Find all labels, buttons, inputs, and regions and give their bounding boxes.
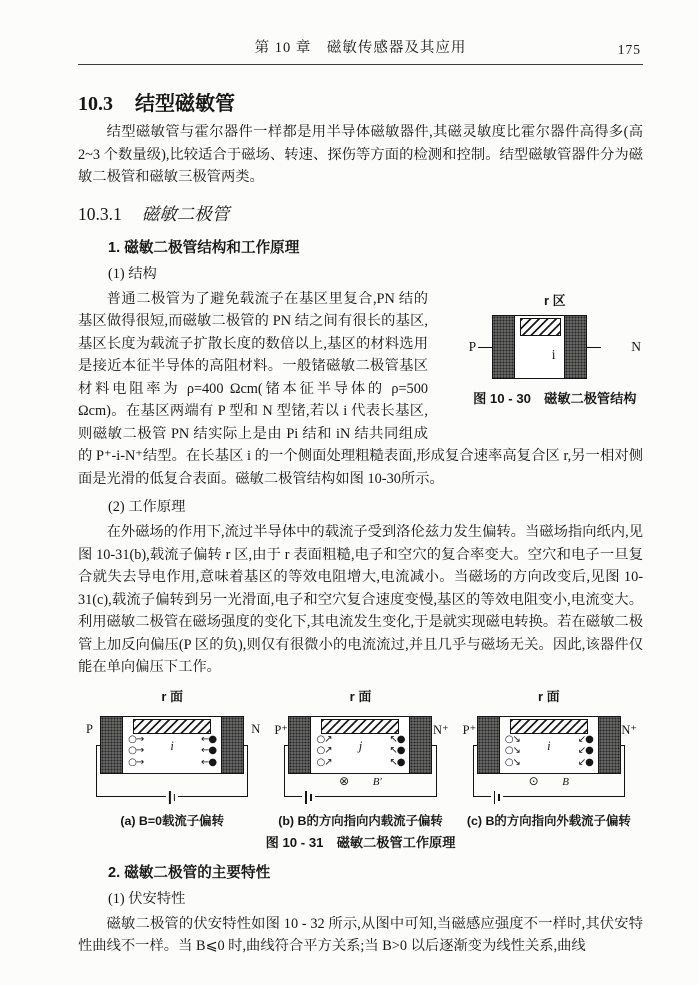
current-label: i <box>170 738 174 753</box>
hole-carrier-glyph: ○↘ <box>504 733 520 745</box>
electron-carrier-glyphs <box>578 734 593 769</box>
n-terminal-label: N <box>631 338 641 354</box>
diode-body <box>492 315 587 379</box>
electron-carrier-glyph: ↖● <box>389 733 405 745</box>
structure-paragraph: 普通二极管为了避免载流子在基区里复合,PN 结的基区做得很短,而磁敏二极管的 PN 结之间有很长的基区,基区长度为载流子扩散长度的数倍以上,基区的材料选用是接近本征半导体的高阻材料。一般锗磁敏二极管基区材料电阻率为 ρ=400 Ωcm(锗本征半导体的 ρ=500 Ωcm)。在基区两端有 P 型和 N 型锗,若以 i 代表长基区,则磁敏二极管 PN 结实际上是由 Pi 结和 iN 结共同组成的 P⁺-i-N⁺结型。在长基区 i 的一个侧面处理粗糙表面,形成复合速率高复合区 r,另一相对侧面是光滑的低复合表面。磁敏二极管结构如图 10-30所示。 <box>78 290 643 487</box>
battery-symbol <box>166 790 178 805</box>
figure-10-31 <box>78 686 643 829</box>
battery-symbol <box>491 790 503 805</box>
figure-10-30 <box>438 290 643 421</box>
right-lead-wire <box>587 347 601 348</box>
subfigure-c-caption: (c) B的方向指向外载流子偏转 <box>466 813 631 828</box>
n-terminal-label: N <box>251 721 261 736</box>
hole-carrier-glyphs <box>505 734 520 769</box>
electron-carrier-glyph: ↖● <box>389 756 405 768</box>
figure-10-30-caption: 图 10 - 30 磁敏二极管结构 <box>473 391 637 406</box>
current-label: i <box>547 738 551 753</box>
i-region-label: i <box>551 347 556 362</box>
hole-carrier-glyphs <box>316 734 331 769</box>
section-number: 10.3 <box>78 93 113 115</box>
va-subheading: (1) 伏安特性 <box>108 890 186 907</box>
rough-region-hatch <box>321 719 399 734</box>
electron-carrier-glyph: ←● <box>201 733 217 745</box>
p-terminal-label: P⁺ <box>274 722 288 737</box>
hole-carrier-glyph: ○↗ <box>316 733 332 745</box>
r-face-label: r 面 <box>161 688 183 704</box>
subfigure-a-diagram <box>78 708 266 810</box>
p-terminal-label: P⁺ <box>462 722 477 737</box>
b-into-page-icon: ⊗ <box>339 773 350 788</box>
electron-carrier-glyph: ↙● <box>577 756 593 768</box>
rough-region-hatch <box>510 719 588 734</box>
structure-paragraph-block <box>78 288 643 491</box>
subfigure-b <box>266 686 454 829</box>
subfigure-b-caption: (b) B的方向指向内载流子偏转 <box>278 813 443 828</box>
section-title: 结型磁敏管 <box>135 93 235 115</box>
subsection-heading <box>78 201 643 226</box>
section-heading <box>78 87 643 116</box>
n-terminal-label: N⁺ <box>621 722 637 737</box>
subsection-number: 10.3.1 <box>78 203 122 224</box>
principle-paragraph: 在外磁场的作用下,流过半导体中的载流子受到洛伦兹力发生偏转。当磁场指向纸内,见图 10-31(b),载流子偏转 r 区,由于 r 表面粗糙,电子和空穴的复合率变大。空穴和电子一旦复合就失去导电作用,意味着基区的等效电阻增大,电流减小。当磁场的方向改变后,见图 10-31(c),载流子偏转到另一光滑面,电子和空穴复合速度变慢,基区的等效电阻变小,电流变大。利用磁敏二极管在磁场强度的变化下,其电流发生变化,于是就实现磁电转换。若在磁敏二极管上加反向偏压(P 区的负),则仅有很微小的电流流过,并且几乎与磁场无关。因此,该器件仅能在单向偏压下工作。 <box>78 524 643 675</box>
hole-carrier-glyph: ○↘ <box>504 756 520 768</box>
r-face-label: r 面 <box>537 688 560 704</box>
hole-carrier-glyph: ○→ <box>128 756 144 768</box>
b-field-label: B′ <box>372 775 382 788</box>
subfigure-c <box>455 686 643 829</box>
b-field-label: B <box>562 775 569 788</box>
n-terminal-label: N⁺ <box>433 722 449 737</box>
hole-carrier-glyph: ○↗ <box>316 756 332 768</box>
subsection-title: 磁敏二极管 <box>141 203 230 224</box>
electron-carrier-glyph: ↙● <box>577 745 593 756</box>
hole-carrier-glyphs <box>128 734 143 769</box>
rough-region-hatch <box>520 318 561 336</box>
subfigure-b-diagram <box>266 708 454 810</box>
battery-symbol <box>302 790 314 805</box>
chapter-running-title: 第 10 章 磁敏传感器及其应用 <box>254 40 467 56</box>
b-field-annotation <box>455 774 643 788</box>
p-terminal-label: P <box>86 721 93 736</box>
electron-carrier-glyph: ←● <box>201 745 217 756</box>
principle-subheading: (2) 工作原理 <box>108 499 186 515</box>
hole-carrier-glyph: ○→ <box>128 733 144 745</box>
subfigure-a <box>78 686 266 829</box>
electron-carrier-glyphs <box>201 734 216 769</box>
va-paragraph: 磁敏二极管的伏安特性如图 10 - 32 所示,从图中可知,当磁感应强度不一样时,其伏安特性曲线不一样。当 B⩽0 时,曲线符合平方关系;当 B>0 以后逐渐变为线性关系,曲线 <box>78 915 643 954</box>
header-rule <box>78 64 643 65</box>
current-label: j <box>358 738 363 753</box>
diode-body <box>477 716 621 774</box>
subfigure-c-diagram <box>455 708 643 810</box>
b-field-annotation <box>266 774 454 788</box>
r-region-label: r 区 <box>543 292 566 308</box>
diode-body <box>100 716 244 774</box>
electron-carrier-glyph: ↙● <box>577 733 593 745</box>
electron-carrier-glyphs <box>389 734 404 769</box>
electron-carrier-glyph: ←● <box>201 756 217 768</box>
diode-structure-diagram <box>438 315 643 379</box>
b-out-of-page-icon: ⊙ <box>528 773 539 788</box>
hole-carrier-glyph: ○→ <box>128 745 144 756</box>
page-header <box>78 0 643 65</box>
r-face-label: r 面 <box>349 688 372 704</box>
hole-carrier-glyph: ○↘ <box>504 745 520 756</box>
subfigure-a-caption: (a) B=0载流子偏转 <box>120 813 224 828</box>
structure-subheading: (1) 结构 <box>108 265 157 282</box>
diode-body <box>288 716 432 774</box>
electron-carrier-glyph: ↖● <box>389 745 405 756</box>
rough-region-hatch <box>133 719 211 734</box>
page-number: 175 <box>617 42 641 57</box>
intro-paragraph: 结型磁敏管与霍尔器件一样都是用半导体磁敏器件,其磁灵敏度比霍尔器件高得多(高 2~3 个数量级),比较适合于磁场、转速、探伤等方面的检测和控制。结型磁敏管器件分为磁敏二极管和磁敏三极管两类。 <box>78 124 643 185</box>
hole-carrier-glyph: ○↗ <box>316 745 332 756</box>
figure-10-31-caption: 图 10 - 31 磁敏二极管工作原理 <box>265 834 456 850</box>
left-lead-wire <box>478 347 492 348</box>
p-terminal-label: P <box>468 338 477 354</box>
part1-heading: 1. 磁敏二极管结构和工作原理 <box>108 239 300 256</box>
part2-heading: 2. 磁敏二极管的主要特性 <box>108 864 271 881</box>
